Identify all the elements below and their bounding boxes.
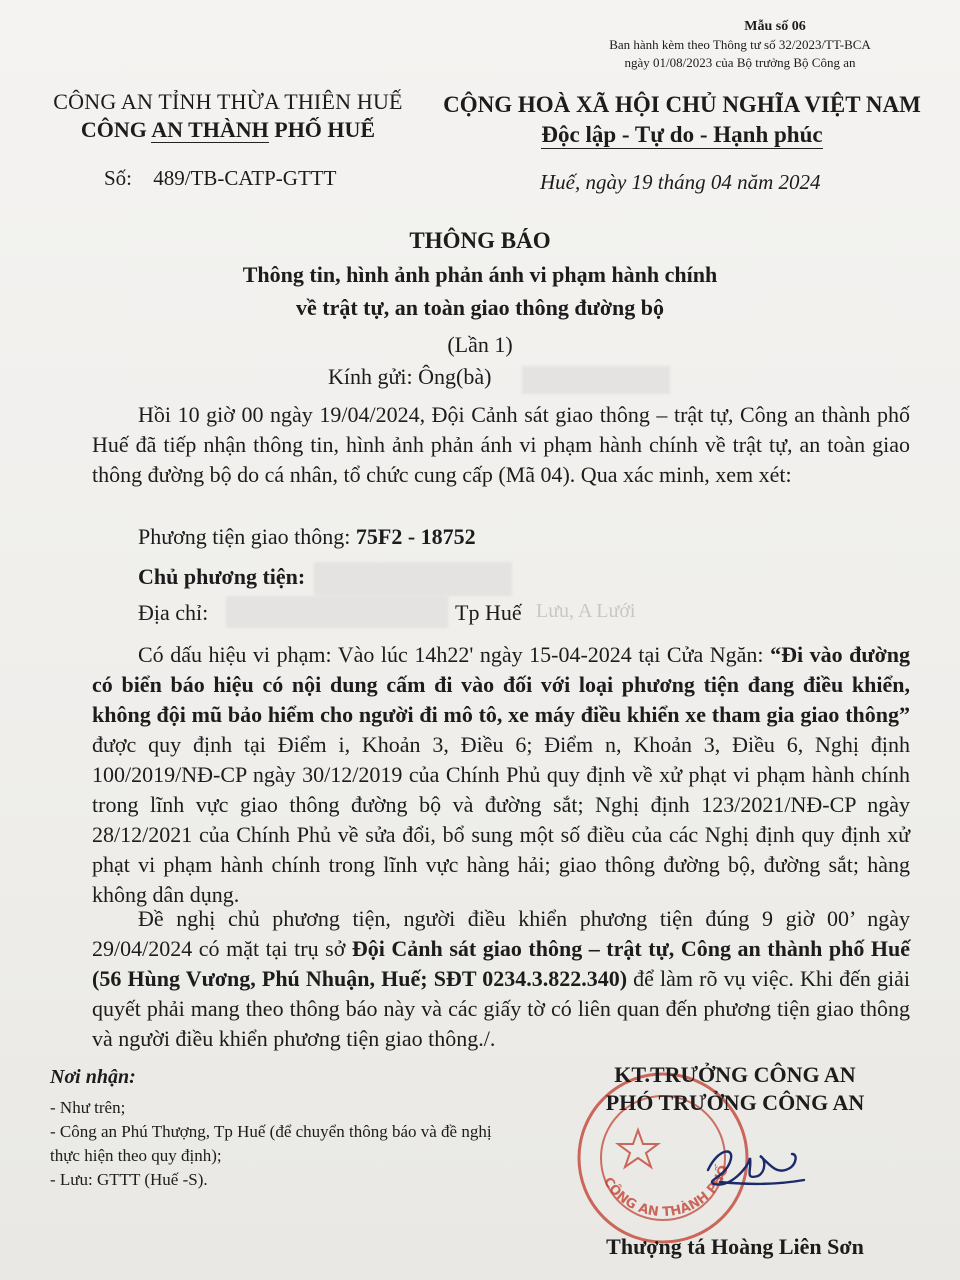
address-label: Địa chỉ:	[138, 600, 209, 625]
recipients-heading: Nơi nhận:	[50, 1066, 136, 1088]
signatory-role-1: KT.TRƯỞNG CÔNG AN	[614, 1062, 856, 1087]
issuer-line2	[28, 116, 428, 144]
issuer-line2-underlined: AN THÀNH	[151, 117, 269, 142]
redacted-address	[226, 596, 448, 628]
body-paragraph-3	[92, 904, 910, 1054]
national-line1: CỘNG HOÀ XÃ HỘI CHỦ NGHĨA VIỆT NAM	[443, 92, 921, 117]
signatory-role-2: PHÓ TRƯỞNG CÔNG AN	[605, 1090, 865, 1115]
body-paragraph-2	[92, 640, 910, 910]
vehicle-label: Phương tiện giao thông:	[138, 524, 356, 549]
issuer-line2-post: PHỐ HUẾ	[268, 117, 376, 142]
recipient-item: - Lưu: GTTT (Huế -S).	[50, 1170, 208, 1189]
recipients-list	[50, 1096, 520, 1192]
form-number-block	[560, 18, 920, 72]
document-number-value: 489/TB-CATP-GTTT	[153, 166, 337, 190]
violation-intro: Có dấu hiệu vi phạm: Vào lúc 14h22' ngày 15-04-2024 tại Cửa Ngăn:	[138, 642, 771, 667]
summons-instructions: để làm rõ vụ việc. Khi đến giải quyết phải mang theo thông báo này và các giấy tờ có liên quan đến phương tiện giao thông và người điều khiển phương tiện giao thông./.	[92, 966, 910, 1051]
form-number-title: Mẫu số 06	[744, 19, 806, 34]
summons-location: Đội Cảnh sát giao thông – trật tự, Công an thành phố Huế (56 Hùng Vương, Phú Nhuận, Huế; SĐT 0234.3.822.340)	[92, 936, 910, 991]
address-field	[138, 600, 208, 626]
owner-field	[138, 564, 305, 590]
issuer-line2-pre: CÔNG	[80, 117, 152, 142]
redacted-addressee	[522, 366, 670, 394]
issuer-line1: CÔNG AN TỈNH THỪA THIÊN HUẾ	[53, 89, 403, 114]
violation-legal-basis: được quy định tại Điểm i, Khoản 3, Điều 6; Điểm n, Khoản 3, Điều 6, Nghị định 100/2019/NĐ-CP ngày 30/12/2019 của Chính Phủ quy định về xử phạt vi phạm hành chính trong lĩnh vực giao thông đường bộ và đường sắt; Nghị định 123/2021/NĐ-CP ngày 28/12/2021 của Chính Phủ về sửa đổi, bổ sung một số điều của các Nghị định quy định xử phạt vi phạm hành chính trong lĩnh vực hàng hải; giao thông đường bộ, đường sắt; hàng không dân dụng.	[92, 732, 910, 907]
svg-text:CÔNG AN THÀNH PHỐ: CÔNG AN THÀNH PHỐ	[599, 1163, 733, 1221]
addressee-label: Kính gửi: Ông(bà)	[328, 364, 492, 389]
document-number-label: Số:	[104, 166, 133, 190]
summons-intro: Đề nghị chủ phương tiện, người điều khiển phương tiện đúng 9 giờ 00’ ngày 29/04/2024 có mặt tại trụ sở	[92, 906, 910, 961]
vehicle-plate: 75F2 - 18752	[355, 524, 476, 549]
issuer-header	[28, 88, 428, 144]
violation-description: “Đi vào đường có biển báo hiệu có nội dung cấm đi vào đối với loại phương tiện đang điều khiển, không đội mũ bảo hiểm cho người đi mô tô, xe máy điều khiển xe tham gia giao thông”	[92, 642, 910, 727]
recipient-item: - Như trên;	[50, 1098, 126, 1117]
vehicle-field	[138, 524, 476, 550]
body-paragraph-1: Hồi 10 giờ 00 ngày 19/04/2024, Đội Cảnh sát giao thông – trật tự, Công an thành phố Huế đã tiếp nhận thông tin, hình ảnh phản ánh vi phạm hành chính về trật tự, an toàn giao thông đường bộ do cá nhân, tổ chức cung cấp (Mã 04). Qua xác minh, xem xét:	[92, 402, 910, 487]
document-date: Huế, ngày 19 tháng 04 năm 2024	[540, 170, 821, 194]
form-number-line1: Ban hành kèm theo Thông tư số 32/2023/TT-BCA	[609, 37, 871, 52]
document-number	[104, 166, 336, 191]
notice-subtitle-2: về trật tự, an toàn giao thông đường bộ	[295, 295, 664, 320]
address-city: Tp Huế	[455, 600, 522, 625]
signatory-name: Thượng tá Hoàng Liên Sơn	[606, 1234, 864, 1259]
address-faded-text: Lưu, A Lưới	[536, 600, 636, 622]
national-motto: Độc lập - Tự do - Hạnh phúc	[541, 122, 823, 147]
owner-label: Chủ phương tiện:	[138, 564, 306, 589]
handwritten-signature-icon	[700, 1140, 810, 1190]
notice-title: THÔNG BÁO	[409, 228, 551, 253]
notice-count: (Lần 1)	[447, 332, 513, 357]
national-line2	[432, 120, 932, 150]
redacted-owner	[314, 562, 512, 596]
national-header	[432, 90, 932, 150]
recipient-item: - Công an Phú Thượng, Tp Huế (để chuyển thông báo và đề nghị thực hiện theo quy định);	[50, 1122, 492, 1165]
form-number-line2: ngày 01/08/2023 của Bộ trưởng Bộ Công an	[624, 55, 856, 70]
notice-subtitle-1: Thông tin, hình ảnh phản ánh vi phạm hành chính	[242, 262, 718, 287]
